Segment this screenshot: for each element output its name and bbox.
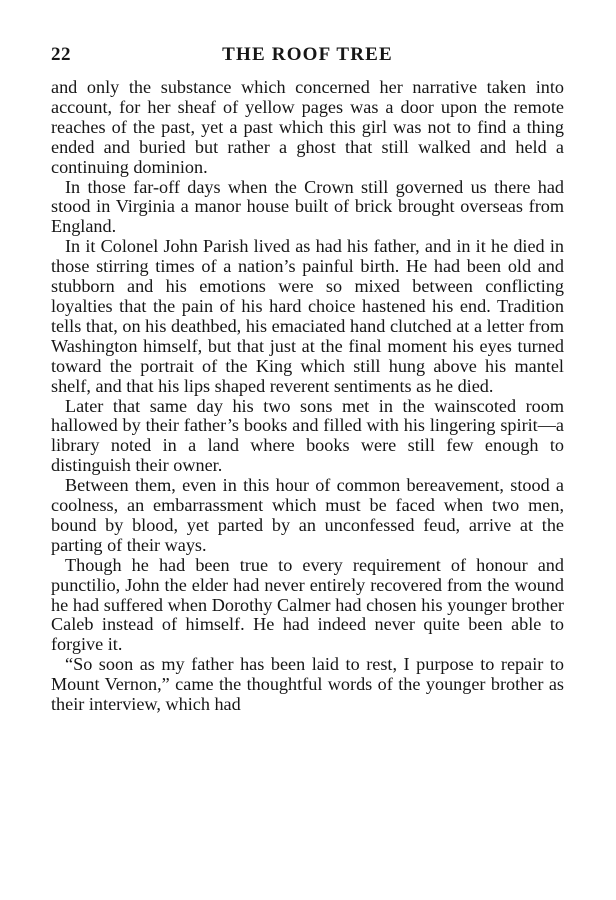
paragraph: Between them, even in this hour of common bereavement, stood a coolness, an embarrassment which must be faced when two men, bound by blood, yet parted by an unconfessed feud, arrive at the parting of their ways. (51, 475, 564, 555)
book-page (51, 0, 564, 900)
paragraph: “So soon as my father has been laid to rest, I purpose to repair to Mount Vernon,” came the thoughtful words of the younger brother as their interview, which had (51, 654, 564, 715)
body-text (51, 78, 564, 715)
paragraph: In it Colonel John Parish lived as had his father, and in it he died in those stirring times of a nation’s painful birth. He had been old and stubborn and his emotions were so mixed between conflicting loyalties that the pain of his hard choice hastened his end. Tradition tells that, on his deathbed, his emaciated hand clutched at a letter from Washington himself, but that just at the final moment his eyes turned toward the portrait of the King which still hung above his mantel shelf, and that his lips shaped reverent sentiments as he died. (51, 236, 564, 396)
running-title: THE ROOF TREE (222, 44, 393, 65)
page-header (51, 44, 564, 72)
paragraph: Though he had been true to every requirement of honour and punctilio, John the elder had never entirely recovered from the wound he had suffered when Dorothy Calmer had chosen his younger brother Caleb instead of himself. He had indeed never quite been able to forgive it. (51, 554, 564, 655)
page-number: 22 (51, 44, 71, 65)
paragraph: In those far-off days when the Crown still governed us there had stood in Virginia a manor house built of brick brought overseas from England. (51, 176, 564, 237)
paragraph-continuation: and only the substance which concerned her narrative taken into account, for her sheaf of yellow pages was a door upon the remote reaches of the past, yet a past which this girl was not to find a thing ended and buried but rather a ghost that still walked and held a continuing dominion. (51, 77, 564, 177)
paragraph: Later that same day his two sons met in the wainscoted room hallowed by their father’s books and filled with his lingering spirit—a library noted in a land where books were still few enough to distinguish their owner. (51, 395, 564, 476)
